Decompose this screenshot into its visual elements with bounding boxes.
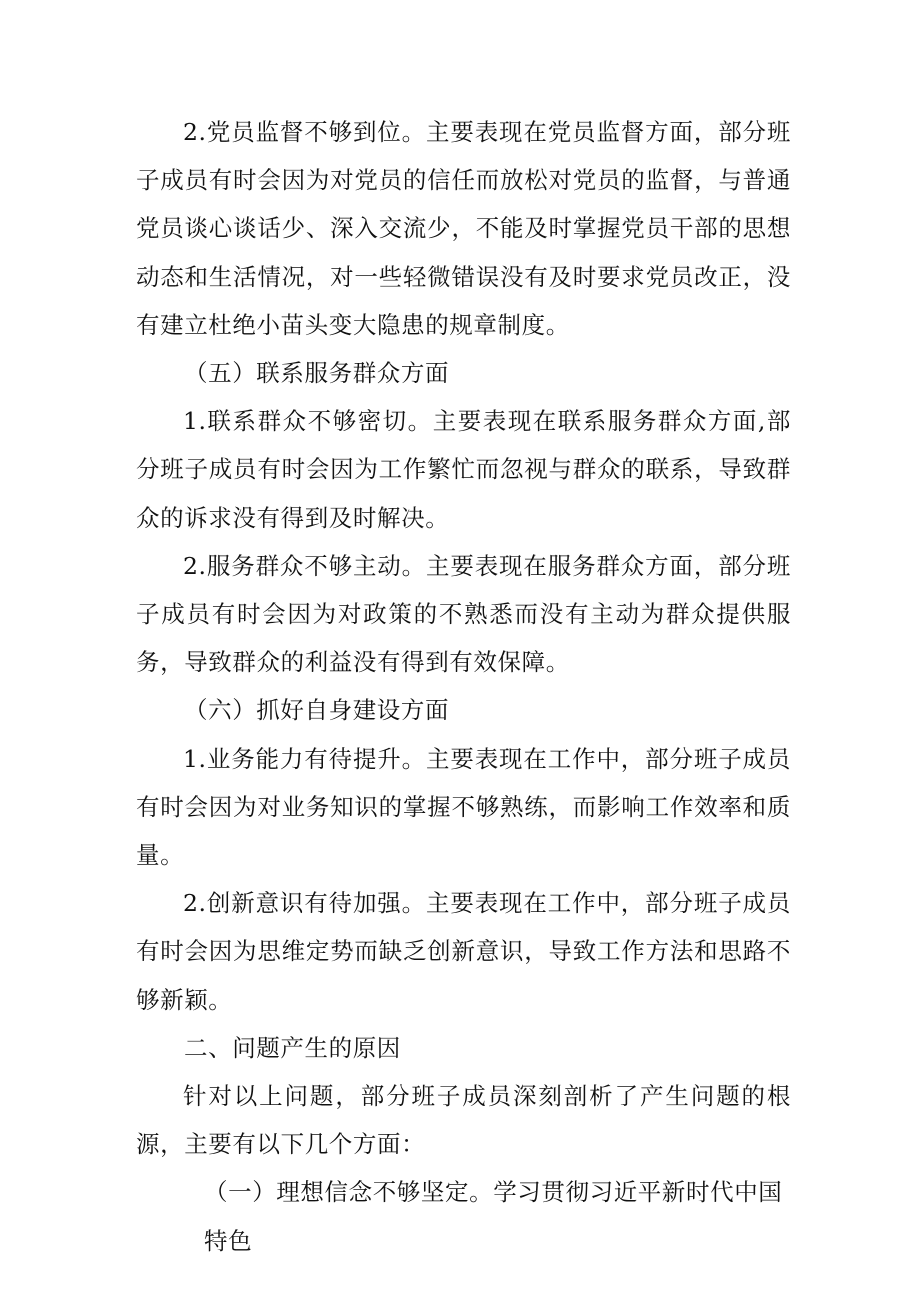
section-heading-serve-masses: （五）联系服务群众方面 [184, 359, 450, 388]
document-body [136, 108, 791, 1265]
section-heading-causes: 二、问题产生的原因 [184, 1033, 401, 1062]
paragraph-causes-intro: 针对以上问题，部分班子成员深刻剖析了产生问题的根源，主要有以下几个方面： [136, 1082, 791, 1159]
paragraph-party-supervision: 2.党员监督不够到位。主要表现在党员监督方面，部分班子成员有时会因为对党员的信任而放松对党员的监督，与普通党员谈心谈话少、深入交流少，不能及时掌握党员干部的思想动态和生活情况，对一些轻微错误没有及时要求党员改正，没有建立杜绝小苗头变大隐患的规章制度。 [136, 118, 791, 339]
section-heading-self-building: （六）抓好自身建设方面 [184, 696, 450, 725]
paragraph-contact-masses: 1.联系群众不够密切。主要表现在联系服务群众方面,部分班子成员有时会因为工作繁忙而忽视与群众的联系，导致群众的诉求没有得到及时解决。 [136, 407, 791, 532]
paragraph-ideals-beliefs: （一）理想信念不够坚定。学习贯彻习近平新时代中国特色 [204, 1178, 783, 1255]
paragraph-innovation-awareness: 2.创新意识有待加强。主要表现在工作中，部分班子成员有时会因为思维定势而缺乏创新意识，导致工作方法和思路不够新颖。 [136, 889, 791, 1014]
paragraph-business-ability: 1.业务能力有待提升。主要表现在工作中，部分班子成员有时会因为对业务知识的掌握不够熟练，而影响工作效率和质量。 [136, 744, 791, 870]
paragraph-serve-masses: 2.服务群众不够主动。主要表现在服务群众方面，部分班子成员有时会因为对政策的不熟悉而没有主动为群众提供服务，导致群众的利益没有得到有效保障。 [136, 551, 791, 677]
